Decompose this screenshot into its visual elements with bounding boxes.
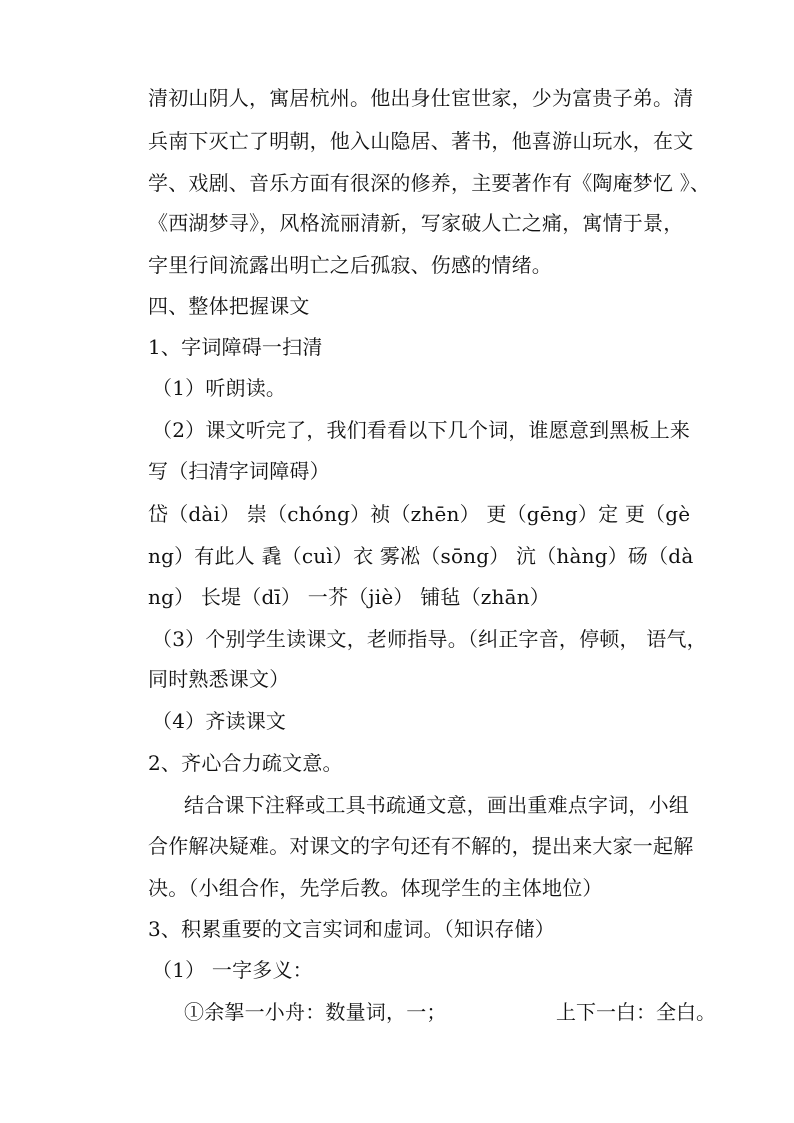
text-line: 《西湖梦寻》，风格流丽清新，写家破人亡之痛，寓情于景，: [148, 211, 684, 235]
text-line: 学、戏剧、音乐方面有很深的修养，主要著作有《陶庵梦忆 》、: [148, 171, 711, 195]
text-line: ①余挐一小舟：数量词，一；: [184, 1000, 447, 1024]
text-line: （4）齐读课文: [152, 709, 287, 733]
text-line: （1） 一字多义：: [152, 958, 313, 982]
subheading: 1、字词障碍一扫清: [148, 335, 323, 359]
text-line: 同时熟悉课文）: [148, 667, 290, 691]
text-line: 字里行间流露出明亡之后孤寂、伤感的情绪。: [148, 253, 552, 277]
text-line: 写（扫清字词障碍）: [148, 459, 330, 483]
pinyin-line: ng） 长堤（dī） 一芥（jiè） 铺毡（zhān）: [148, 585, 551, 609]
text-line: 清初山阴人，寓居杭州。他出身仕宦世家，少为富贵子弟。清: [148, 86, 694, 110]
pinyin-line: 岱（dài） 崇（chóng）祯（zhēn） 更（gēng）定 更（gè: [148, 502, 691, 526]
pinyin-line: ng）有此人 毳（cuì）衣 雾凇（sōng） 沆（hàng）砀（dà: [148, 544, 694, 568]
text-line: 结合课下注释或工具书疏通文意，画出重难点字词，小组: [184, 793, 689, 817]
text-line: 兵南下灭亡了明朝，他入山隐居、著书，他喜游山玩水，在文: [148, 129, 694, 153]
section-heading: 四、整体把握课文: [148, 294, 310, 318]
right-text-item: 上下一白：全白。: [556, 1000, 716, 1024]
subheading: 2、齐心合力疏文意。: [148, 751, 343, 775]
text-line: （3）个别学生读课文，老师指导。（纠正字音，停顿， 语气，: [152, 627, 707, 651]
text-line: 合作解决疑难。对课文的字句还有不解的，提出来大家一起解: [148, 834, 694, 858]
text-line: （2）课文听完了，我们看看以下几个词，谁愿意到黑板上来: [152, 418, 691, 442]
subheading: 3、积累重要的文言实词和虚词。（知识存储）: [148, 917, 555, 941]
text-line: （1）听朗读。: [152, 376, 287, 400]
text-line: 决。（小组合作，先学后教。体现学生的主体地位）: [148, 876, 603, 900]
